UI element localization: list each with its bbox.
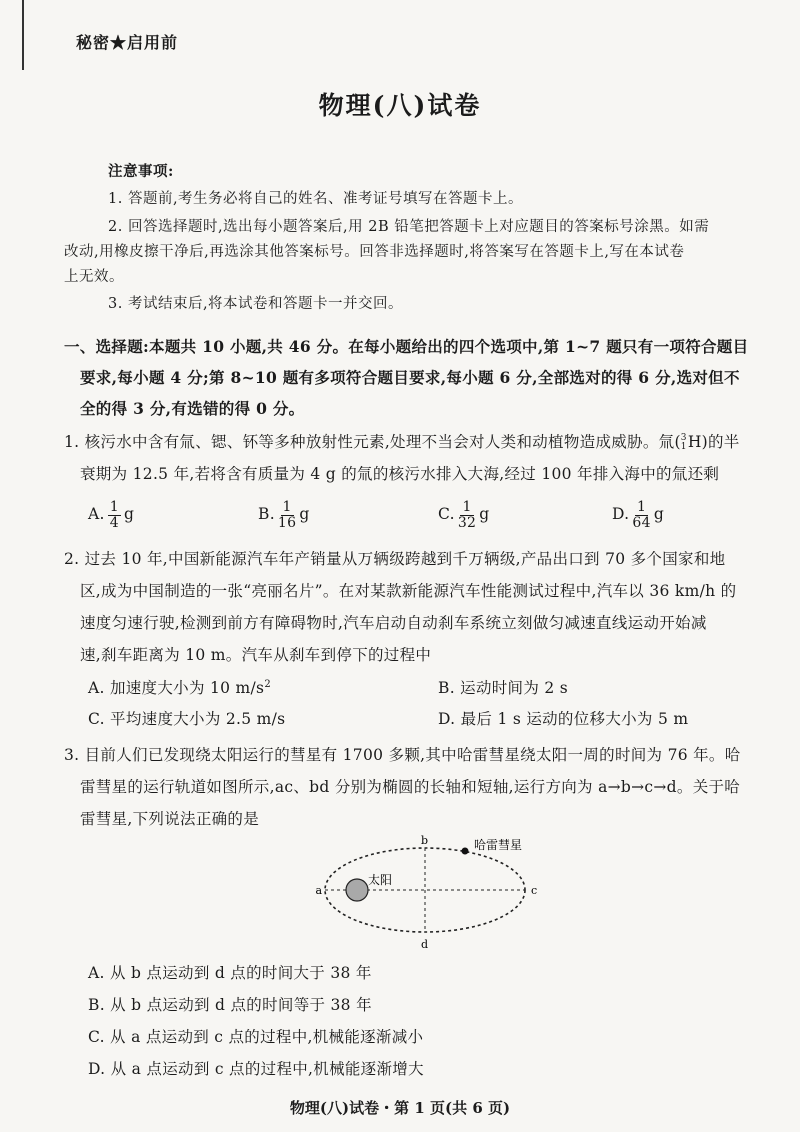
page-footer: 物理(八)试卷・第 1 页(共 6 页)	[289, 1099, 511, 1117]
notice-item-2: 2. 回答选择题时,选出每小题答案后,用 2B 铅笔把答题卡上对应题目的答案标号涂黑。如需	[108, 219, 710, 235]
label-a: a	[315, 884, 322, 897]
notice-item-3: 3. 考试结束后,将本试卷和答题卡一并交回。	[108, 296, 404, 312]
question-1-stem-line-2: 衰期为 12.5 年,若将含有质量为 4 g 的氚的核污水排入大海,经过 100 年排入海中的氚还剩	[80, 465, 720, 483]
question-3-option-b: B. 从 b 点运动到 d 点的时间等于 38 年	[88, 996, 372, 1014]
question-2-option-d: D. 最后 1 s 运动的位移大小为 5 m	[438, 710, 689, 728]
notice-item-1: 1. 答题前,考生务必将自己的姓名、准考证号填写在答题卡上。	[108, 191, 524, 207]
binding-margin-line	[22, 0, 24, 70]
notice-heading: 注意事项:	[108, 163, 174, 180]
question-2-stem-line-1: 2. 过去 10 年,中国新能源汽车年产销量从万辆级跨越到千万辆级,产品出口到 70 多个国家和地	[64, 550, 726, 568]
label-d: d	[421, 938, 429, 951]
notice-item-2-cont: 改动,用橡皮擦干净后,再选涂其他答案标号。回答非选择题时,将答案写在答题卡上,写在本试卷	[64, 244, 685, 260]
confidential-label: 秘密★启用前	[76, 33, 179, 52]
section-heading-line-3: 全的得 3 分,有选错的得 0 分。	[80, 399, 305, 418]
section-heading-line-1: 一、选择题:本题共 10 小题,共 46 分。在每小题给出的四个选项中,第 1~7 题只有一项符合题目	[64, 337, 749, 356]
label-c: c	[531, 884, 538, 897]
comet-dot	[462, 848, 469, 855]
label-b: b	[421, 834, 429, 847]
sun-circle	[346, 879, 368, 901]
page-title: 物理(八)试卷	[318, 91, 482, 120]
question-2-stem-line-3: 速度匀速行驶,检测到前方有障碍物时,汽车启动自动刹车系统立刻做匀减速直线运动开始减	[80, 614, 707, 632]
question-3-stem-line-1: 3. 目前人们已发现绕太阳运行的彗星有 1700 多颗,其中哈雷彗星绕太阳一周的时间为 76 年。哈	[64, 746, 741, 764]
question-3-stem-line-2: 雷彗星的运行轨道如图所示,ac、bd 分别为椭圆的长轴和短轴,运行方向为 a→b→c→d。关于哈	[80, 778, 741, 796]
label-sun: 太阳	[368, 873, 393, 887]
label-comet: 哈雷彗星	[474, 838, 523, 852]
question-1-option-d: D. $\frac{1}{64}$ g	[612, 499, 665, 531]
question-1-option-c: C. $\frac{1}{32}$ g	[438, 499, 490, 531]
question-1-stem-line-1: 1. 核污水中含有氚、锶、钚等多种放射性元素,处理不当会对人类和动植物造成威胁。氚( 3 1 H)的半	[64, 433, 740, 452]
question-2-option-a: A. 加速度大小为 10 $m/s^2$	[88, 678, 271, 697]
halley-orbit-diagram	[310, 830, 560, 960]
question-3-stem-line-3: 雷彗星,下列说法正确的是	[80, 810, 260, 828]
question-2-stem-line-4: 速,刹车距离为 10 m。汽车从刹车到停下的过程中	[80, 646, 432, 664]
question-2-option-c: C. 平均速度大小为 2.5 m/s	[88, 710, 286, 728]
isotope-numbers: 3 1	[680, 433, 687, 452]
question-1-option-b: B. $\frac{1}{16}$ g	[258, 499, 310, 531]
question-1-option-a: A. $\frac{1}{4}$ g	[88, 499, 135, 531]
question-2-stem-line-2: 区,成为中国制造的一张“亮丽名片”。在对某款新能源汽车性能测试过程中,汽车以 36 km/h 的	[80, 582, 737, 600]
question-2-option-b: B. 运动时间为 2 s	[438, 679, 569, 697]
question-3-option-c: C. 从 a 点运动到 c 点的过程中,机械能逐渐减小	[88, 1028, 424, 1046]
notice-item-2-end: 上无效。	[64, 269, 124, 285]
section-heading-line-2: 要求,每小题 4 分;第 8~10 题有多项符合题目要求,每小题 6 分,全部选对的得 6 分,选对但不	[80, 368, 740, 387]
question-3-option-a: A. 从 b 点运动到 d 点的时间大于 38 年	[88, 964, 372, 982]
question-3-option-d: D. 从 a 点运动到 c 点的过程中,机械能逐渐增大	[88, 1060, 424, 1078]
